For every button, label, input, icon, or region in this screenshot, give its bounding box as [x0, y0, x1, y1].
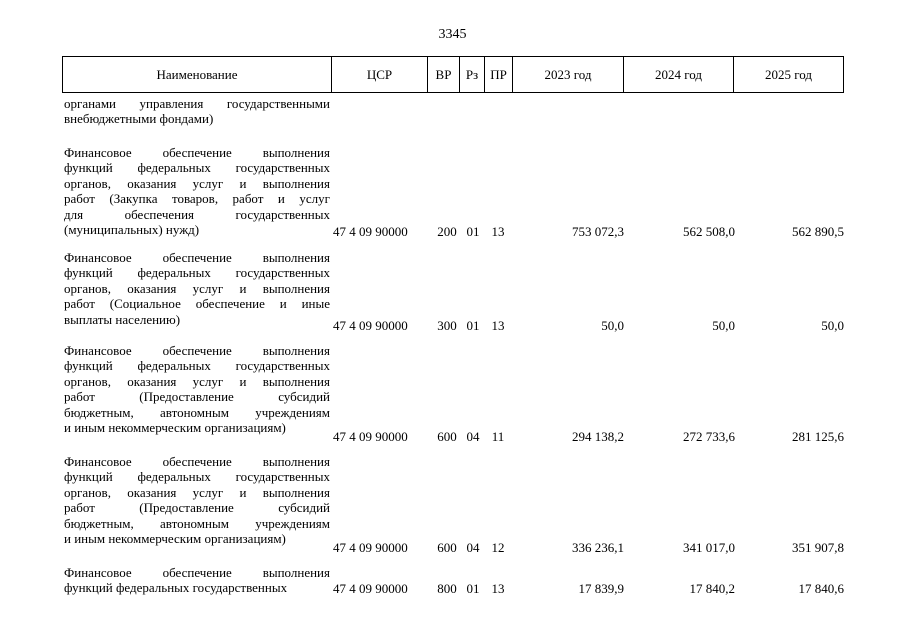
header-csr: ЦСР [366, 67, 393, 82]
header-name: Наименование [156, 67, 238, 82]
cell-csr: 47 4 09 90000 [333, 318, 408, 333]
header-pr: ПР [490, 67, 507, 82]
name-line: органов, оказания услуг и выполнения [64, 484, 330, 500]
cell-pr: 13 [491, 224, 505, 239]
name-line: органов, оказания услуг и выполнения [64, 280, 330, 296]
page-number: 3345 [438, 27, 467, 42]
header-2025: 2025 год [765, 67, 812, 82]
name-line: работ (Предоставление субсидий [64, 500, 330, 516]
name-line: для обеспечения государственных [64, 206, 330, 222]
row-name [64, 145, 330, 237]
row-name [64, 565, 330, 596]
cell-2024: 341 017,0 [683, 540, 735, 555]
cell-vr: 800 [437, 581, 457, 596]
name-line: и иным некоммерческим организациям) [64, 531, 286, 547]
header-vr: ВР [435, 67, 452, 82]
row-name [64, 454, 330, 546]
name-line: функций федеральных государственных [64, 160, 330, 176]
name-line: работ (Закупка товаров, работ и услуг [64, 191, 330, 207]
header-rz: Рз [465, 67, 479, 82]
cell-2024: 562 508,0 [683, 224, 735, 239]
name-line: Финансовое обеспечение выполнения [64, 565, 330, 580]
cell-rz: 04 [466, 540, 480, 555]
cell-2023: 17 839,9 [578, 581, 624, 596]
cell-vr: 300 [437, 318, 457, 333]
cell-rz: 04 [466, 429, 480, 444]
cell-2025: 351 907,8 [792, 540, 844, 555]
cell-pr: 11 [491, 429, 505, 444]
name-line: органов, оказания услуг и выполнения [64, 175, 330, 191]
cell-2024: 17 840,2 [689, 581, 735, 596]
cell-rz: 01 [466, 224, 480, 239]
cell-rz: 01 [466, 581, 480, 596]
cell-csr: 47 4 09 90000 [333, 429, 408, 444]
cell-rz: 01 [466, 318, 480, 333]
name-line: работ (Предоставление субсидий [64, 389, 330, 405]
header-2023: 2023 год [544, 67, 592, 82]
name-line: Финансовое обеспечение выполнения [64, 145, 330, 160]
header-2024: 2024 год [655, 67, 702, 82]
cell-csr: 47 4 09 90000 [333, 581, 408, 596]
name-line: бюджетным, автономным учреждениям [64, 404, 330, 420]
cell-pr: 13 [491, 581, 505, 596]
name-line: функций федеральных государственных [64, 469, 330, 485]
name-line: органами управления государственными [64, 96, 330, 111]
name-line: выплаты населению) [64, 311, 181, 327]
name-line: Финансовое обеспечение выполнения [64, 343, 330, 358]
cell-pr: 13 [491, 318, 505, 333]
cell-2024: 272 733,6 [683, 429, 735, 444]
cell-vr: 600 [437, 429, 457, 444]
cell-2025: 50,0 [821, 318, 844, 333]
name-line: функций федеральных государственных [64, 580, 288, 596]
cell-csr: 47 4 09 90000 [333, 224, 408, 239]
table-header [62, 56, 844, 93]
cell-2025: 17 840,6 [798, 581, 844, 596]
row-name [64, 250, 330, 327]
row-name [64, 343, 330, 435]
name-line: и иным некоммерческим организациям) [64, 420, 286, 436]
cell-2023: 50,0 [601, 318, 624, 333]
cell-vr: 200 [437, 224, 457, 239]
cell-2023: 336 236,1 [572, 540, 624, 555]
cell-vr: 600 [437, 540, 457, 555]
name-line: функций федеральных государственных [64, 265, 330, 281]
cell-2025: 562 890,5 [792, 224, 844, 239]
cell-pr: 12 [491, 540, 505, 555]
name-line: Финансовое обеспечение выполнения [64, 250, 330, 265]
name-line: (муниципальных) нужд) [64, 222, 200, 238]
name-line: работ (Социальное обеспечение и иные [64, 296, 330, 312]
cell-csr: 47 4 09 90000 [333, 540, 408, 555]
row-name [64, 96, 330, 127]
cell-2023: 753 072,3 [572, 224, 624, 239]
name-line: внебюджетными фондами) [64, 111, 214, 127]
name-line: органов, оказания услуг и выполнения [64, 373, 330, 389]
name-line: функций федеральных государственных [64, 358, 330, 374]
cell-2023: 294 138,2 [572, 429, 624, 444]
name-line: Финансовое обеспечение выполнения [64, 454, 330, 469]
cell-2025: 281 125,6 [792, 429, 844, 444]
cell-2024: 50,0 [712, 318, 735, 333]
name-line: бюджетным, автономным учреждениям [64, 515, 330, 531]
